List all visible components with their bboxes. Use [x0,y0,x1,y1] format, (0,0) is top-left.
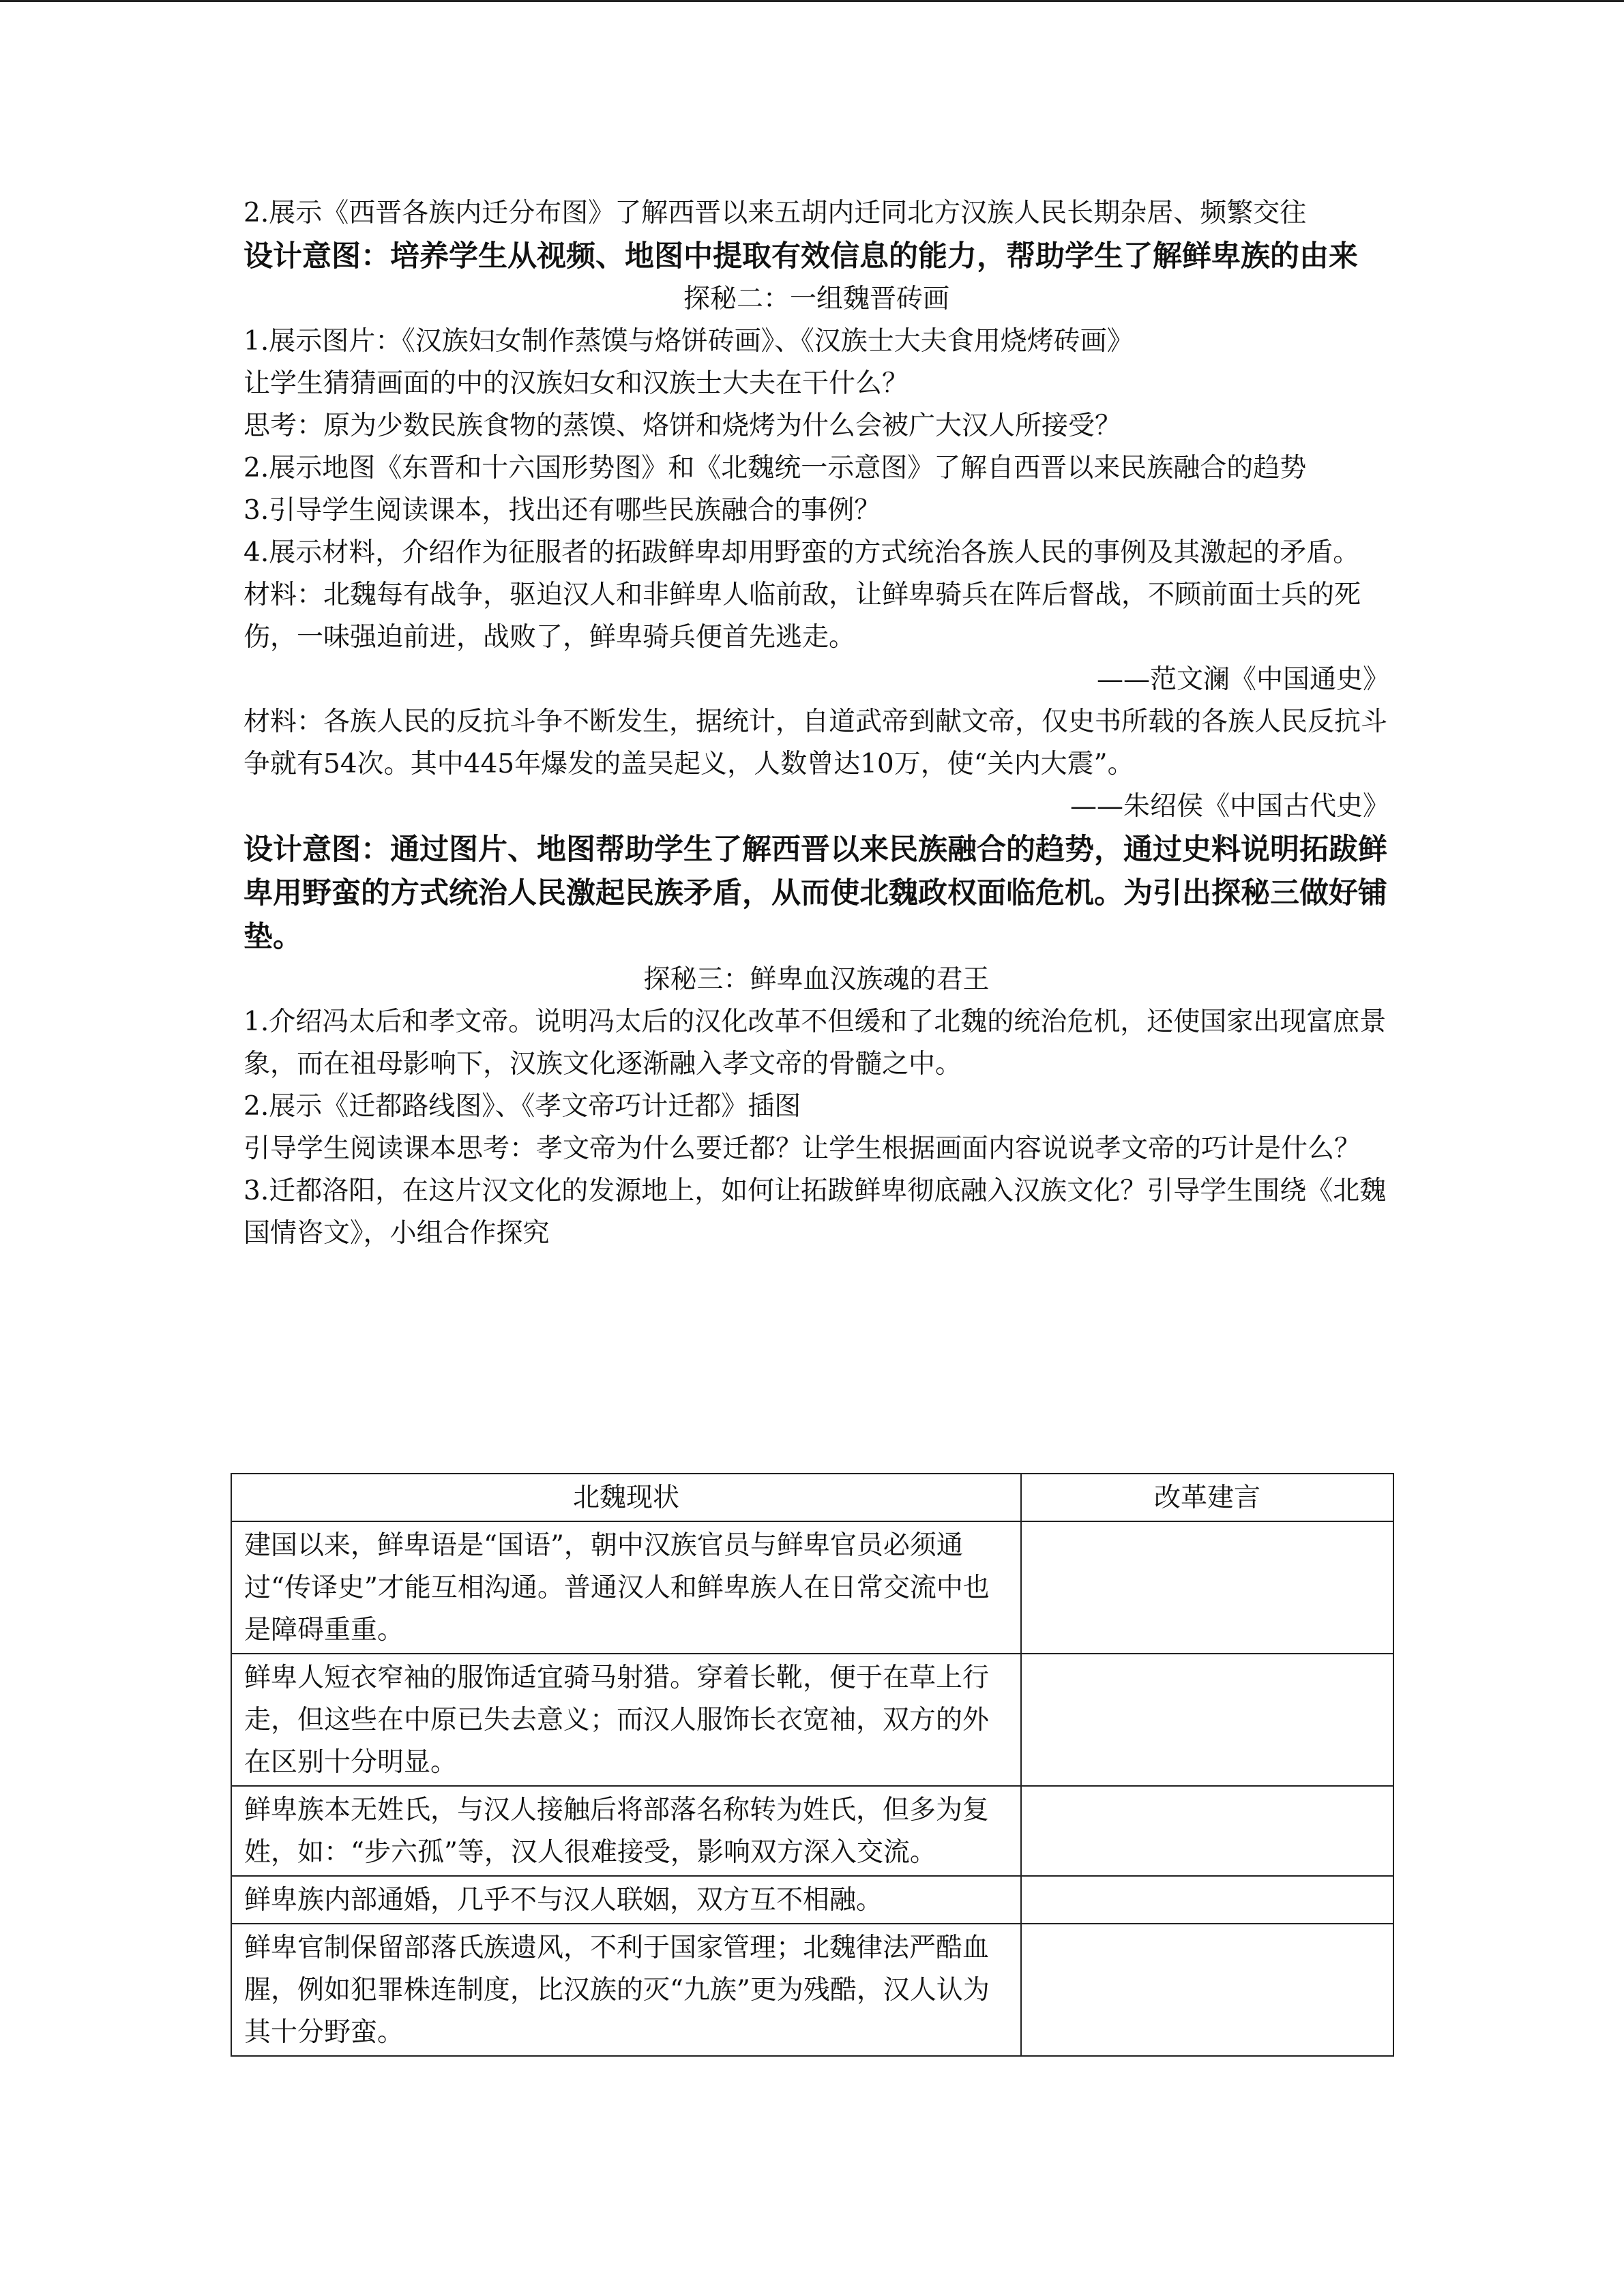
document-body [243,192,1389,1255]
table-row [231,1876,1393,1924]
guide-thinking: 引导学生阅读课本思考：孝文帝为什么要迁都？让学生根据画面内容说说孝文帝的巧计是什么？ [243,1133,1361,1164]
section-heading-3: 探秘三：鲜卑血汉族魂的君王 [643,964,990,995]
step-2-show-route-map: 2.展示《迁都路线图》、《孝文帝巧计迁都》插图 [243,1091,801,1122]
situation-cell: 鲜卑官制保留部落氏族遗风，不利于国家管理；北魏律法严酷血腥，例如犯罪株连制度，比汉族的灭“九族”更为残酷，汉人认为其十分野蛮。 [231,1924,1021,2056]
material-2-source: ——朱绍侯《中国古代史》 [1069,791,1389,822]
header-reform-suggestion: 改革建言 [1021,1474,1393,1521]
step-3-read-textbook: 3.引导学生阅读课本，找出还有哪些民族融合的事例？ [243,495,881,526]
top-border-line [0,0,1624,2]
guess-question: 让学生猜猜画面的中的汉族妇女和汉族士大夫在干什么？ [243,368,909,399]
table-row [231,1924,1393,2056]
suggestion-cell [1021,1654,1393,1786]
suggestion-cell [1021,1924,1393,2056]
situation-cell: 鲜卑族内部通婚，几乎不与汉人联姻，双方互不相融。 [231,1876,1021,1924]
material-2: 材料：各族人民的反抗斗争不断发生，据统计，自道武帝到献文帝，仅史书所载的各族人民反抗斗争就有54次。其中445年爆发的盖吴起义，人数曾达10万，使“关内大震”。 [243,706,1388,779]
situation-cell: 鲜卑族本无姓氏，与汉人接触后将部落名称转为姓氏，但多为复姓，如：“步六孤”等，汉人很难接受，影响双方深入交流。 [231,1786,1021,1876]
material-1: 材料：北魏每有战争，驱迫汉人和非鲜卑人临前敌，让鲜卑骑兵在阵后督战，不顾前面士兵的死伤，一味强迫前进，战败了，鲜卑骑兵便首先逃走。 [243,580,1361,653]
table-row [231,1654,1393,1786]
section-heading-2: 探秘二：一组魏晋砖画 [683,284,949,314]
reform-table [231,1473,1394,2057]
step-2-show-maps: 2.展示地图《东晋和十六国形势图》和《北魏统一示意图》了解自西晋以来民族融合的趋势 [243,453,1307,483]
step-1-show-pictures: 1.展示图片：《汉族妇女制作蒸馍与烙饼砖画》、《汉族士大夫食用烧烤砖画》 [243,326,1134,357]
table-row [231,1786,1393,1876]
material-1-source: ——范文澜《中国通史》 [1096,664,1389,695]
step-1-introduce-rulers: 1.介绍冯太后和孝文帝。说明冯太后的汉化改革不但缓和了北魏的统治危机，还使国家出现富庶景象，而在祖母影响下，汉族文化逐渐融入孝文帝的骨髓之中。 [243,1007,1387,1079]
situation-cell: 建国以来，鲜卑语是“国语”，朝中汉族官员与鲜卑官员必须通过“传译史”才能互相沟通。普通汉人和鲜卑族人在日常交流中也是障碍重重。 [231,1521,1021,1654]
header-current-situation: 北魏现状 [231,1474,1021,1521]
design-intent-2: 设计意图：通过图片、地图帮助学生了解西晋以来民族融合的趋势，通过史料说明拓跋鲜卑用野蛮的方式统治人民激起民族矛盾，从而使北魏政权面临危机。为引出探秘三做好铺垫。 [243,833,1387,954]
step-2-migration-map: 2.展示《西晋各族内迁分布图》了解西晋以来五胡内迁同北方汉族人民长期杂居、频繁交往 [243,198,1307,228]
table-header-row [231,1474,1393,1521]
step-3-group-inquiry: 3.迁都洛阳，在这片汉文化的发源地上，如何让拓跋鲜卑彻底融入汉族文化？引导学生围绕《北魏国情咨文》，小组合作探究 [243,1176,1387,1249]
situation-cell: 鲜卑人短衣窄袖的服饰适宜骑马射猎。穿着长靴，便于在草上行走，但这些在中原已失去意义；而汉人服饰长衣宽袖，双方的外在区别十分明显。 [231,1654,1021,1786]
suggestion-cell [1021,1521,1393,1654]
suggestion-cell [1021,1876,1393,1924]
step-4-show-materials: 4.展示材料，介绍作为征服者的拓跋鲜卑却用野蛮的方式统治各族人民的事例及其激起的矛盾。 [243,537,1360,568]
table-row [231,1521,1393,1654]
design-intent-1: 设计意图：培养学生从视频、地图中提取有效信息的能力，帮助学生了解鲜卑族的由来 [243,239,1358,273]
thinking-question: 思考：原为少数民族食物的蒸馍、烙饼和烧烤为什么会被广大汉人所接受？ [243,411,1122,441]
suggestion-cell [1021,1786,1393,1876]
